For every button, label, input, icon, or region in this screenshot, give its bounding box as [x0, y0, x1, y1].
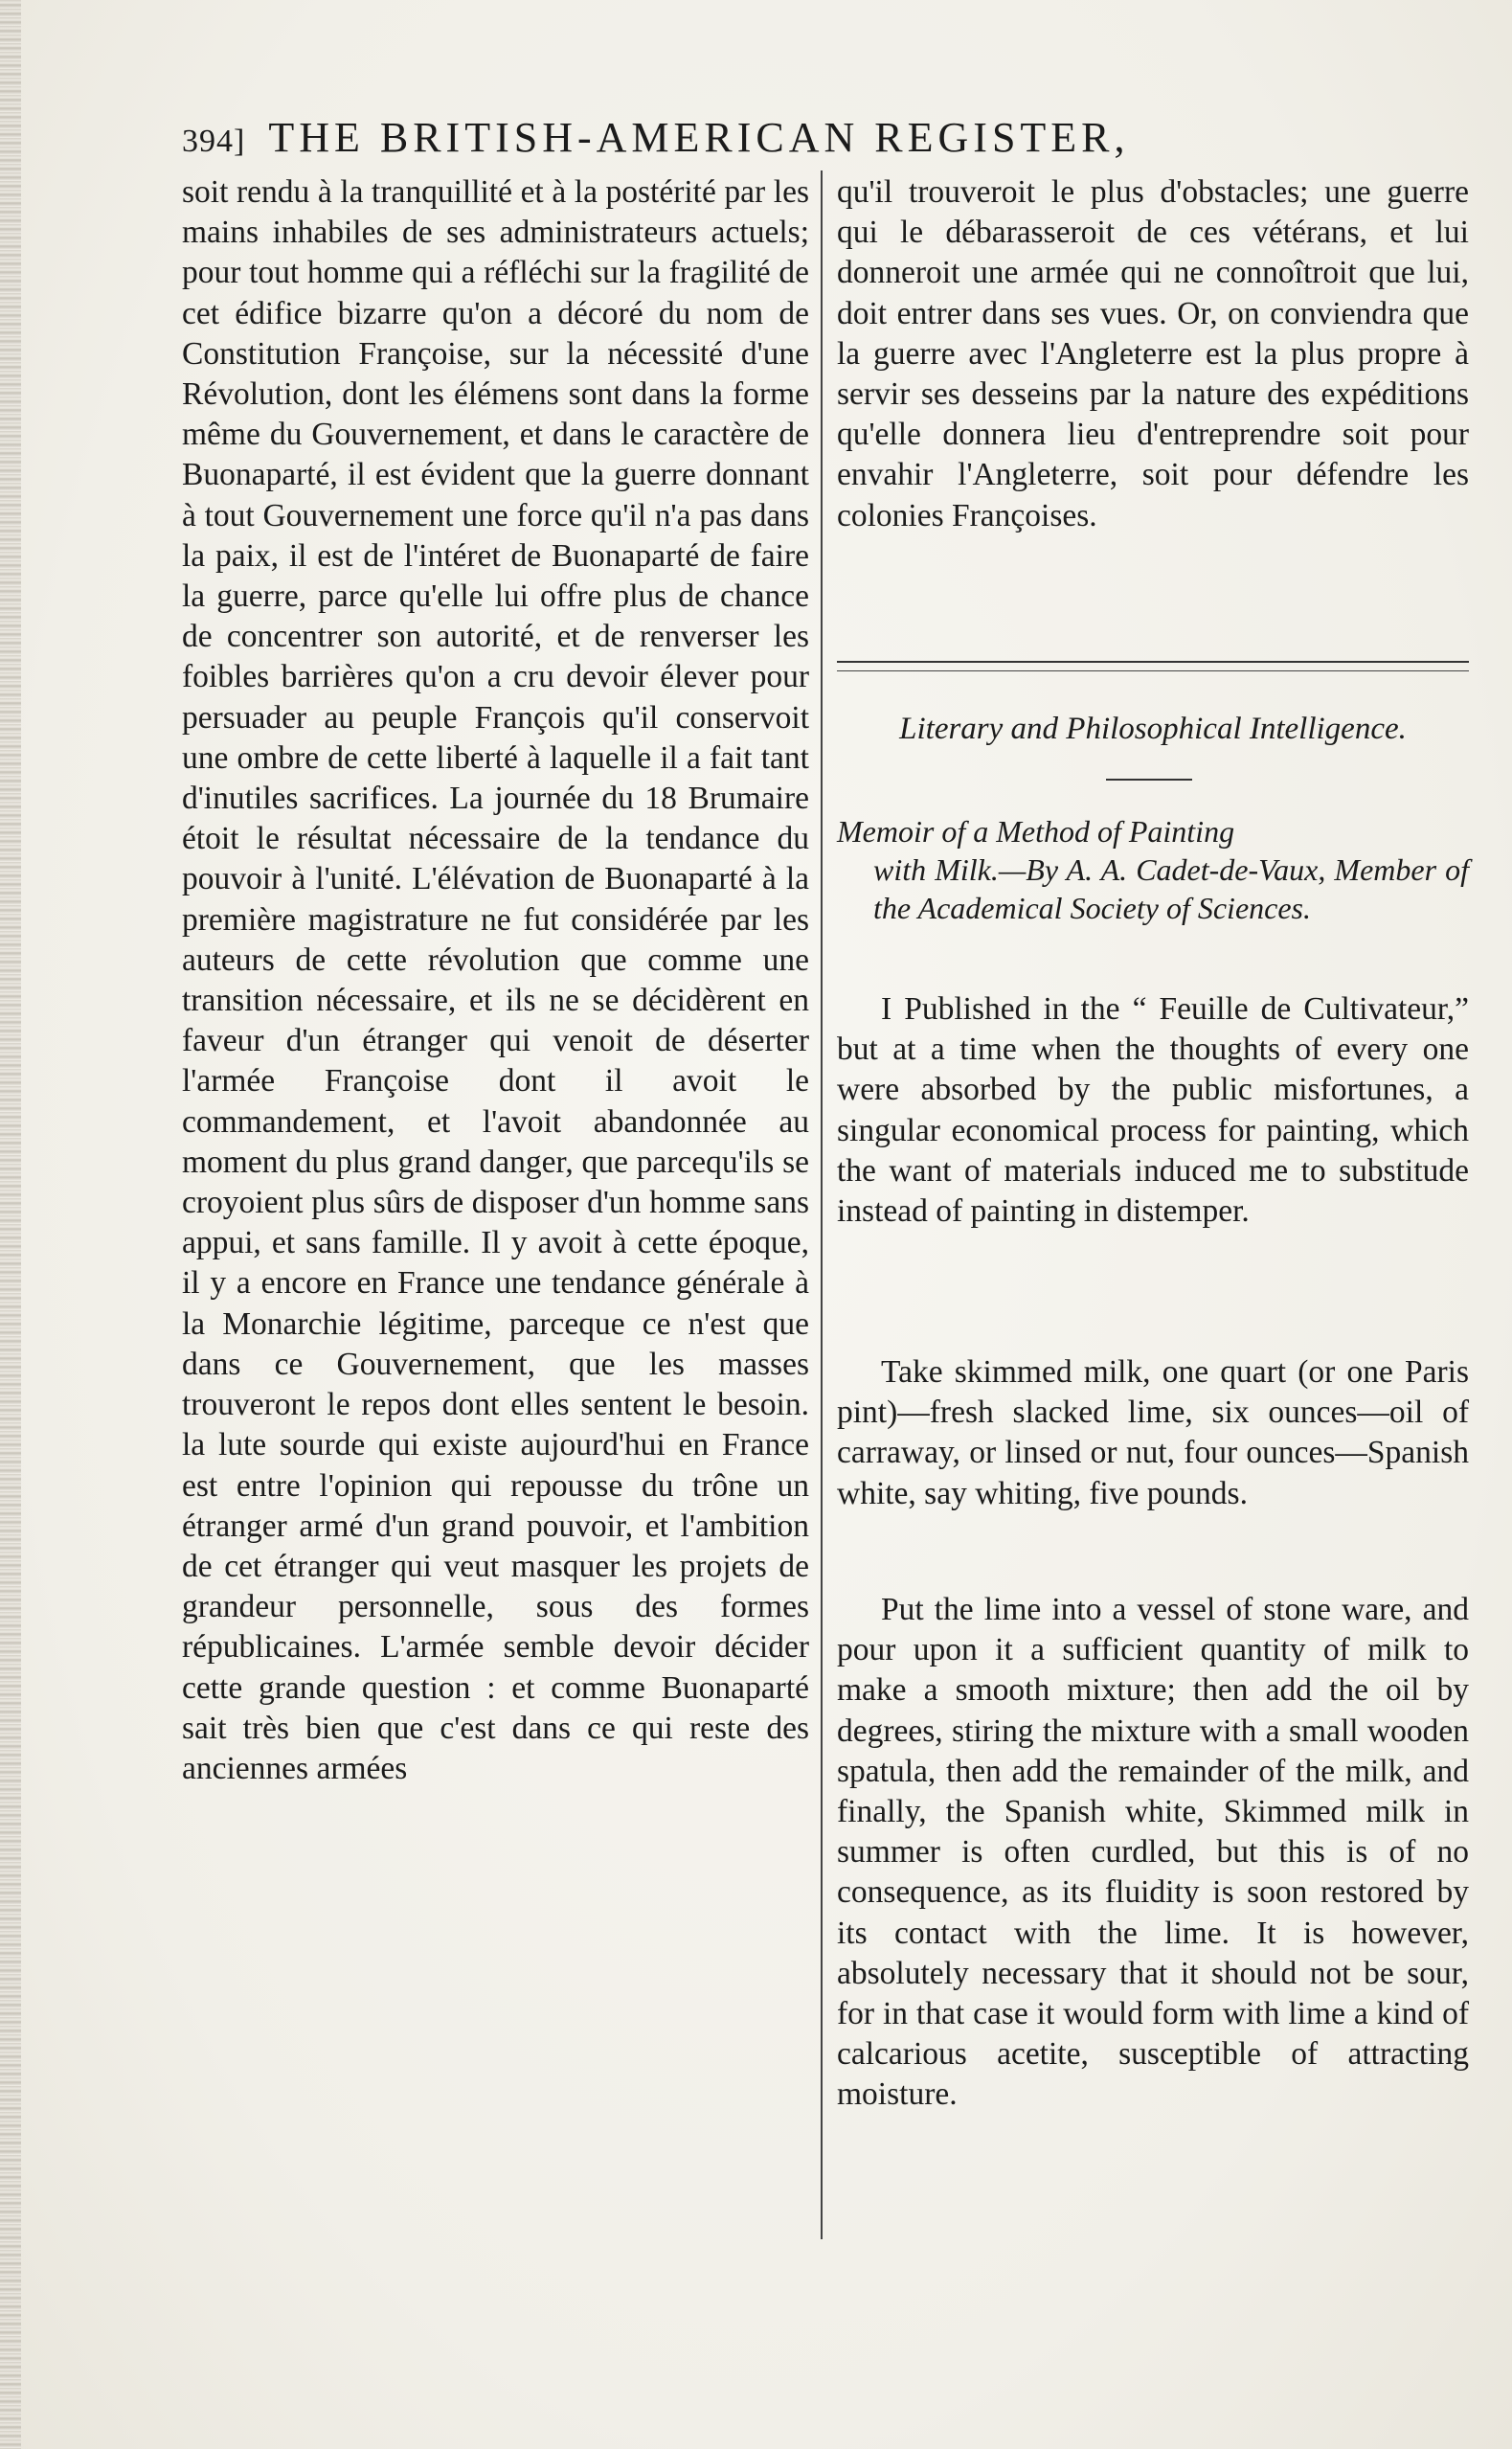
- running-header: [182, 113, 1465, 170]
- running-title: THE BRITISH-AMERICAN REGISTER,: [268, 114, 1130, 161]
- paragraph-3: Put the lime into a vessel of stone ware, and pour upon it a sufficient quantity of milk to make a smooth mixture; then add the oil by degrees, stiring the mixture with a small wooden spatula, then add the remainder of the milk, and finally, the Spanish white, Skimmed milk in summer is often curdled, but this is of no consequence, as its fluidity is soon restored by its contact with the lime. It is however, absolutely necessary that it should not be sour, for in that case it would form with lime a kind of calcarious acetite, susceptible of attracting moisture.: [837, 1592, 1469, 2113]
- column-divider: [821, 170, 823, 2239]
- memoir-heading: [837, 812, 1469, 927]
- paragraph-1: I Published in the “ Feuille de Cultivateur,” but at a time when the thoughts of every one were absorbed by the public misfortunes, a singular economical process for painting, which the want of materials induced me to substitude instead of painting in distemper.: [837, 991, 1469, 1230]
- paragraph-2: Take skimmed milk, one quart (or one Paris pint)—fresh slacked lime, six ounces—oil of carraway, or linsed or nut, four ounces—Spanish white, say whiting, five pounds.: [837, 1354, 1469, 1511]
- memoir-heading-line2: with Milk.—By A. A. Cadet-de-Vaux, Member of the Academical Society of Sciences.: [873, 852, 1469, 925]
- continuation-text: qu'il trouveroit le plus d'obstacles; une guerre qui le débarasseroit de ces vétérans, et lui donneroit une armée qui ne connoîtroit que lui, doit entrer dans ses vues. Or, on conviendra que la guerre avec l'Angleterre est la plus propre à servir ses desseins par la nature des expéditions qu'elle donnera lieu d'entreprendre soit pour envahir l'Angleterre, soit pour défendre les colonies Françoises.: [837, 174, 1469, 533]
- page-edge-shadow: [0, 0, 21, 2449]
- left-column: [182, 172, 809, 1789]
- section-title: Literary and Philosophical Intelligence.: [899, 712, 1407, 746]
- title-divider: [1106, 779, 1192, 781]
- memoir-heading-line1: Memoir of a Method of Painting: [837, 814, 1235, 849]
- left-column-text: soit rendu à la tranquillité et à la postérité par les mains inhabiles de ses administrateurs actuels; pour tout homme qui a réfléchi sur la fragilité de cet édifice bizarre qu'on a décoré du nom de Constitution Françoise, sur la nécessité d'une Révolution, dont les élémens sont dans la forme même du Gouvernement, et dans le caractère de Buonaparté, il est évident que la guerre donnant à tout Gouvernement une force qu'il n'a pas dans la paix, il est de l'intéret de Buonaparté de faire la guerre, parce qu'elle lui offre plus de chance de concentrer son autorité, et de renverser les foibles barrières qu'on a cru devoir élever pour persuader au peuple François qu'il conservoit une ombre de cette liberté à laquelle il a fait tant d'inutiles sacrifices. La journée du 18 Brumaire étoit le résultat nécessaire de la tendance du pouvoir à l'unité. L'élévation de Buonaparté à la première magistrature ne fut considérée par les auteurs de cette révolution que comme une transition nécessaire, et ils ne se décidèrent en faveur d'un étranger qui venoit de déserter l'armée Françoise dont il avoit le commandement, et l'avoit abandonnée au moment du plus grand danger, que parcequ'ils se croyoient plus sûrs de disposer d'un homme sans appui, et sans famille. Il y avoit à cette époque, il y a encore en France une tendance générale à la Monarchie légitime, parceque ce n'est que dans ce Gouvernement, que les masses trouveront le repos dont elles sentent le besoin. la lute sourde qui existe aujourd'hui en France est entre l'opinion qui repousse du trône un étranger armé d'un grand pouvoir, et l'ambition de cet étranger qui veut masquer les projets de grandeur personnelle, sous des formes républicaines. L'armée semble devoir décider cette grande question : et comme Buonaparté sait très bien que c'est dans ce qui reste des anciennes armées: [182, 174, 809, 1786]
- right-column-continuation: [837, 172, 1469, 536]
- page-number: 394]: [182, 124, 246, 159]
- section-rule-bottom: [837, 670, 1469, 671]
- section-rule-top: [837, 661, 1469, 663]
